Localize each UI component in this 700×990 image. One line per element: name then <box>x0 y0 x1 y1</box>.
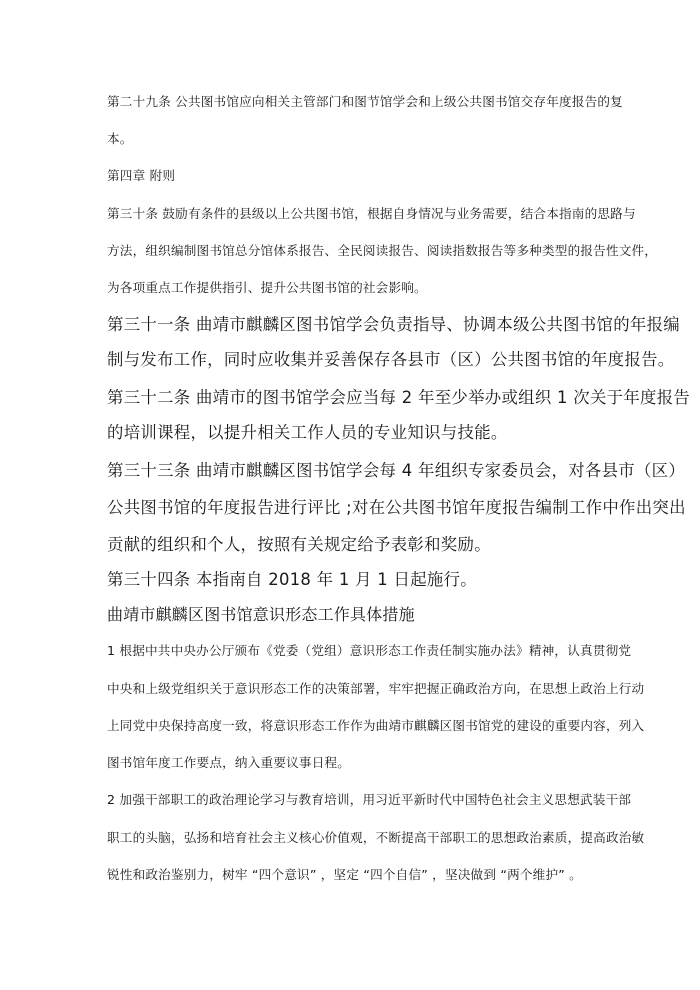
measure-1-line-1: 1 根据中共中央办公厅颁布《党委（党组）意识形态工作责任制实施办法》精神，认真贯彻党 <box>107 643 632 658</box>
article-30-line-1: 第三十条 鼓励有条件的县级以上公共图书馆，根据自身情况与业务需要，结合本指南的思路与 <box>107 206 636 221</box>
article-30-line-2: 方法，组织编制图书馆总分馆体系报告、全民阅读报告、阅读指数报告等多种类型的报告性文件， <box>107 243 658 258</box>
article-32-line-2: 的培训课程，以提升相关工作人员的专业知识与技能。 <box>107 423 508 442</box>
article-29-line-1: 第二十九条 公共图书馆应向相关主管部门和图节馆学会和上级公共图书馆交存年度报告的复 <box>107 94 623 109</box>
article-34-line-1: 第三十四条 本指南自 2018 年 1 月 1 日起施行。 <box>107 570 477 589</box>
measure-2-line-3: 锐性和政治鉴别力，树牢 “四个意识” ，坚定 “四个自信” ，坚决做到 “两个维护” 。 <box>107 867 582 882</box>
measure-1-line-3: 上同党中央保持高度一致，将意识形态工作作为曲靖市麒麟区图书馆党的建设的重要内容，列入 <box>107 718 645 733</box>
article-33-line-2: 公共图书馆的年度报告进行评比 ;对在公共图书馆年度报告编制工作中作出突出 <box>107 498 686 517</box>
article-31-line-1: 第三十一条 曲靖市麒麟区图书馆学会负责指导、协调本级公共图书馆的年报编 <box>107 315 680 334</box>
measure-2-line-2: 职工的头脑，弘扬和培育社会主义核心价值观，不断提高干部职工的思想政治素质，提高政治敏 <box>107 830 645 845</box>
article-30-line-3: 为各项重点工作提供指引、提升公共图书馆的社会影响。 <box>107 280 427 295</box>
article-29-line-2: 本。 <box>107 131 133 146</box>
article-33-line-1: 第三十三条 曲靖市麒麟区图书馆学会每 4 年组织专家委员会，对各县市（区） <box>107 461 686 480</box>
measure-2-line-1: 2 加强干部职工的政治理论学习与教育培训，用习近平新时代中国特色社会主义思想武装干部 <box>107 792 632 807</box>
article-33-line-3: 贡献的组织和个人，按照有关规定给予表彰和奖励。 <box>107 535 491 554</box>
article-31-line-2: 制与发布工作，同时应收集并妥善保存各县市（区）公共图书馆的年度报告。 <box>107 350 675 369</box>
measure-1-line-4: 图书馆年度工作要点，纳入重要议事日程。 <box>107 755 351 770</box>
section-title: 曲靖市麒麟区图书馆意识形态工作具体措施 <box>107 605 415 624</box>
article-32-line-1: 第三十二条 曲靖市的图书馆学会应当每 2 年至少举办或组织 1 次关于年度报告 <box>107 388 691 407</box>
chapter-4-heading: 第四章 附则 <box>107 168 176 183</box>
measure-1-line-2: 中央和上级党组织关于意识形态工作的决策部署，牢牢把握正确政治方向，在思想上政治上行动 <box>107 681 645 696</box>
